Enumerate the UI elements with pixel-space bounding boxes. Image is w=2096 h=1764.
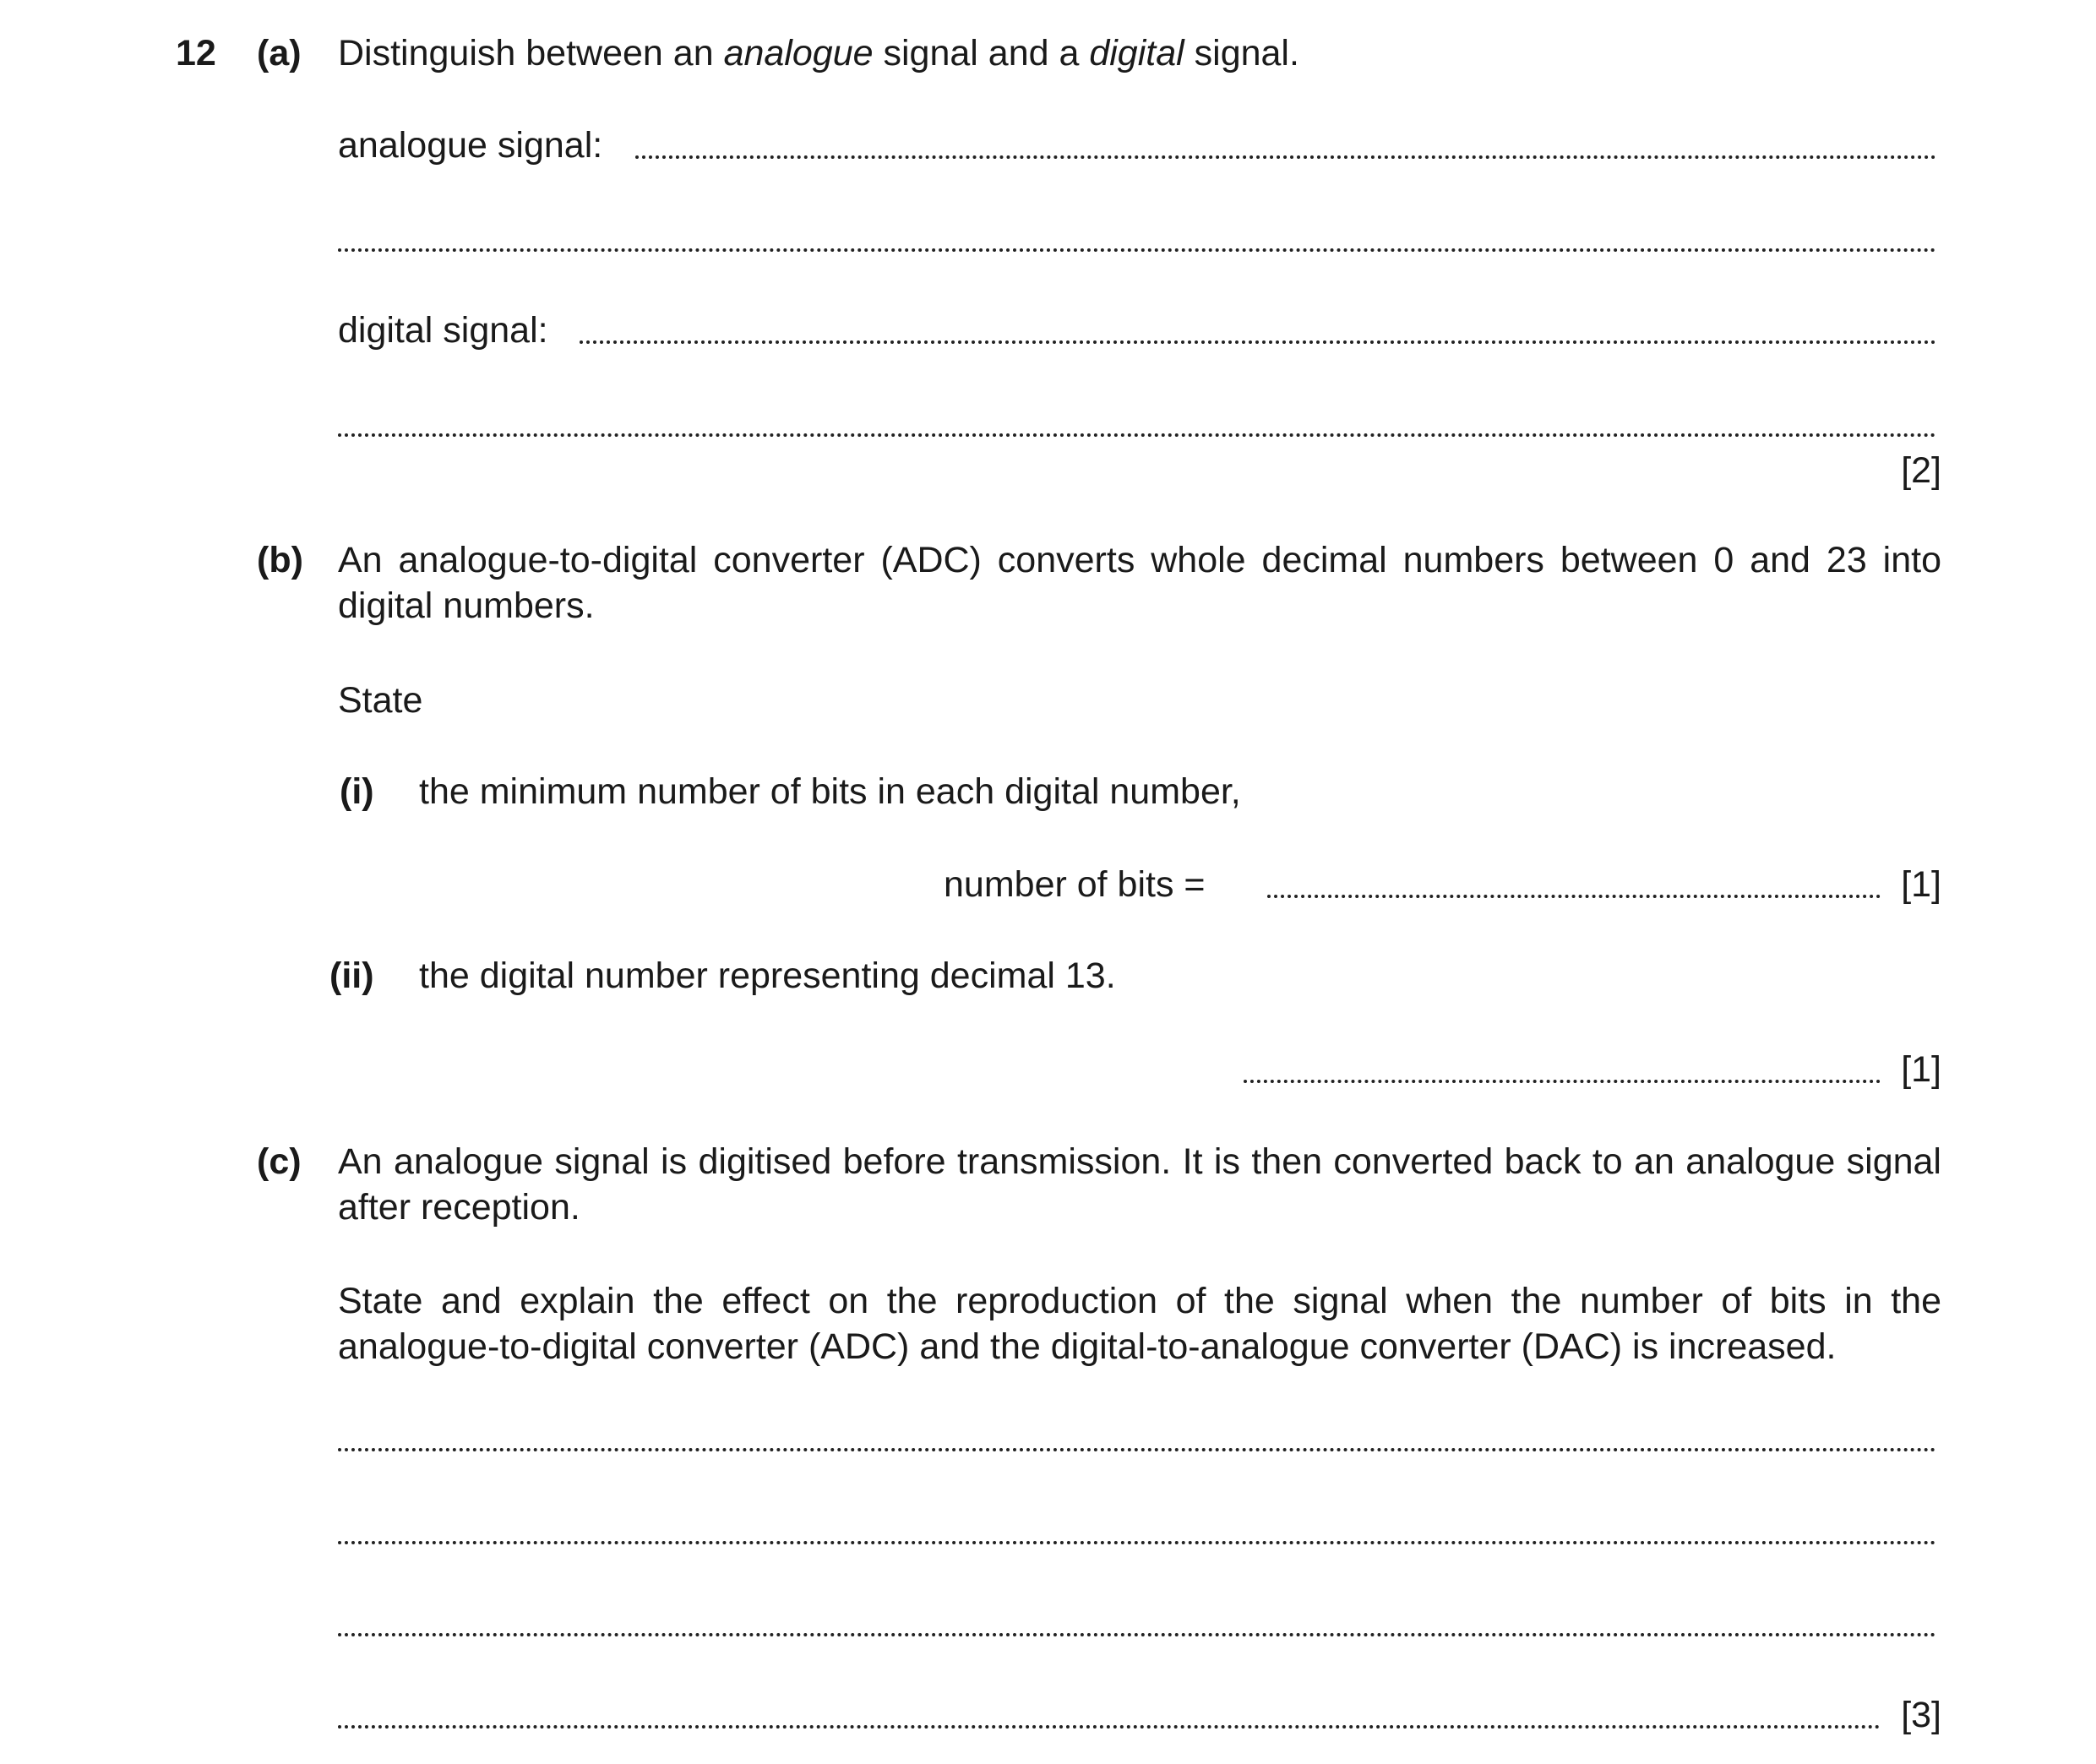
part-a-prompt [338,30,1299,76]
part-b-ii-marks: [1] [1901,1049,1941,1090]
question-number: 12 [176,33,216,74]
part-c-marks: [3] [1901,1695,1941,1735]
part-b-ii-label: (ii) [329,956,374,996]
part-c-answer-line-1[interactable] [338,1448,1936,1451]
part-b-label: (b) [257,540,303,580]
part-a-label: (a) [257,33,302,74]
part-c-intro: An analogue signal is digitised before transmission. It is then converted back to an analogue signal after reception. [338,1141,1941,1228]
part-b-i-label: (i) [340,771,374,812]
part-b-i-marks: [1] [1901,864,1941,905]
part-a-prompt-em-digital: digital [1089,33,1184,74]
part-c-label: (c) [257,1141,302,1182]
part-b-ii-text: the digital number representing decimal 13. [419,956,1116,996]
part-c-answer-line-2[interactable] [338,1541,1936,1544]
part-b-intro: An analogue-to-digital converter (ADC) converts whole decimal numbers between 0 and 23 into digital numbers. [338,540,1941,626]
part-c-answer-line-4[interactable] [338,1725,1881,1729]
part-b-i-text: the minimum number of bits in each digital number, [419,771,1241,812]
digital-signal-label: digital signal: [338,310,548,351]
part-c-instruction: State and explain the effect on the reproduction of the signal when the number of bits in the analogue-to-digital converter (ADC) and the digital-to-analogue converter (DAC) is increased. [338,1281,1941,1367]
part-a-prompt-em-analogue: analogue [723,33,874,74]
digital-answer-line-1[interactable] [580,340,1936,344]
part-a-prompt-pre: Distinguish between an [338,33,724,74]
analogue-answer-line-2[interactable] [338,248,1936,252]
part-a-marks: [2] [1901,450,1941,491]
part-c-answer-line-3[interactable] [338,1633,1936,1636]
analogue-answer-line-1[interactable] [635,155,1936,159]
digital-answer-line-2[interactable] [338,433,1936,437]
part-b-state: State [338,680,423,721]
part-a-prompt-mid: signal and a [873,33,1090,74]
bits-answer-line[interactable] [1267,895,1881,898]
part-a-prompt-post: signal. [1184,33,1299,74]
analogue-signal-label: analogue signal: [338,125,603,166]
bits-answer-label: number of bits = [944,864,1206,905]
decimal-13-answer-line[interactable] [1244,1080,1881,1083]
